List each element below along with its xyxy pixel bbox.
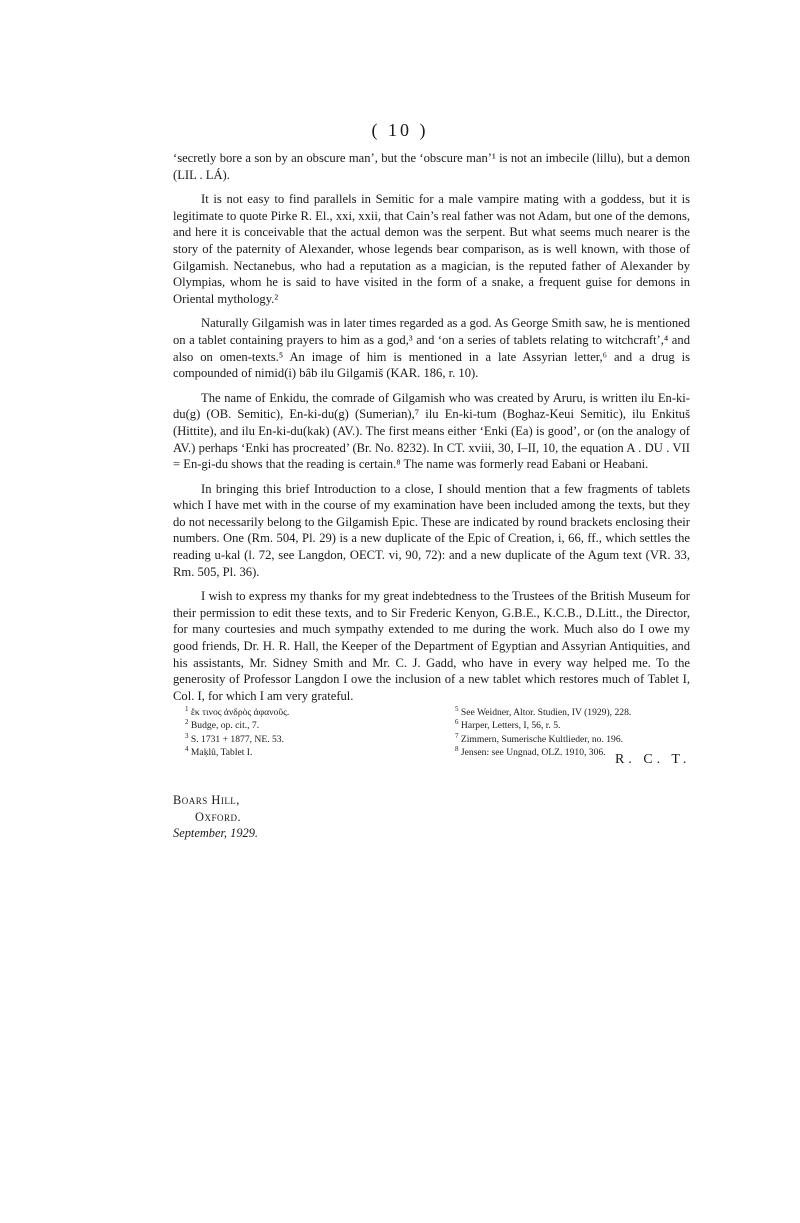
paragraph-4: The name of Enkidu, the comrade of Gilgamish who was created by Aruru, is written ilu En-ki-du(g) (OB. Semitic), En-ki-du(g) (Sumerian),⁷ ilu En-ki-tum (Boghaz-Keui Semitic), ilu Enkituš (Hittite), and ilu En-ki-du(kak) (AV.). The first means either ‘Enki (Ea) is good’, or (on the analogy of AV.) perhaps ‘Enki has procreated’ (Br. No. 8232). In CT. xviii, 30, I–II, 10, the equation A . DU . VII = En-gi-du shows that the reading is certain.⁸ The name was formerly read Eabani or Heabani. <box>173 390 690 472</box>
footnote-2 <box>185 719 435 732</box>
footnote-number: 4 <box>185 745 189 754</box>
footnote-text: Maḳlû, Tablet I. <box>190 747 253 759</box>
footnote-text: Jensen: see Ungnad, OLZ. 1910, 306. <box>460 747 606 759</box>
footnote-number: 3 <box>185 731 189 740</box>
address-line-1: Boars Hill, <box>173 793 240 807</box>
footnote-6 <box>455 719 705 732</box>
author-address <box>173 792 258 842</box>
address-line-2: Oxford. <box>195 809 242 824</box>
footnote-text: Zimmern, Sumerische Kultlieder, no. 196. <box>460 733 624 745</box>
footnote-text: Budge, op. cit., 7. <box>190 720 260 732</box>
paragraph-6: I wish to express my thanks for my great indebtedness to the Trustees of the British Museum for their permission to edit these texts, and to Sir Frederic Kenyon, G.B.E., K.C.B., D.Litt., the Director, for many courtesies and much sympathy extended to me during the work. Much also do I owe my good friends, Dr. H. R. Hall, the Keeper of the Department of Egyptian and Assyrian Antiquities, and his assistants, Mr. Sidney Smith and Mr. C. J. Gadd, who have in every way helped me. To the generosity of Professor Langdon I owe the inclusion of a new tablet which restores much of Tablet I, Col. I, for which I am very grateful. <box>173 589 690 703</box>
footnote-text: Harper, Letters, I, 56, r. 5. <box>460 720 561 732</box>
footnote-text: See Weidner, Altor. Studien, IV (1929), 228. <box>460 707 632 718</box>
footnote-number: 5 <box>455 704 459 713</box>
address-date: September, 1929. <box>173 826 258 841</box>
page-number: ( 10 ) <box>371 120 429 140</box>
footnote-3 <box>185 733 435 746</box>
footnotes-left-column <box>185 706 435 760</box>
footnote-number: 1 <box>185 704 189 713</box>
body-text <box>173 150 690 712</box>
footnote-4 <box>185 746 435 759</box>
author-initials: R. C. T. <box>615 752 691 767</box>
footnote-number: 6 <box>455 718 459 727</box>
paragraph-1: ‘secretly bore a son by an obscure man’, but the ‘obscure man’¹ is not an imbecile (lillu), but a demon (LIL . LÁ). <box>173 151 690 182</box>
footnote-5 <box>455 706 705 719</box>
footnote-text: ἔκ τινος ἀνδρὸς ἀφανοῦς. <box>190 707 290 718</box>
footnote-1 <box>185 706 435 719</box>
footnote-number: 2 <box>185 718 189 727</box>
paragraph-2: It is not easy to find parallels in Semitic for a male vampire mating with a goddess, but it is legitimate to quote Pirke R. El., xxi, xxii, that Cain’s real father was not Adam, but one of the demons, and here it is conceivable that the actual demon was the serpent. But what seems much nearer is the story of the paternity of Alexander, whose legends bear comparison, as is well known, with those of Gilgamish. Nectanebus, who had a reputation as a magician, is the reputed father of Alexander by Olympias, whom he is said to have visited in the form of a snake, a frequent guise for demons in Oriental mythology.² <box>173 192 690 306</box>
footnote-text: S. 1731 + 1877, NE. 53. <box>190 733 284 745</box>
paragraph-3: Naturally Gilgamish was in later times regarded as a god. As George Smith saw, he is mentioned on a tablet containing prayers to him as a god,³ and ‘on a series of tablets relating to witchcraft’,⁴ and also on omen-texts.⁵ An image of him is mentioned in a late Assyrian letter,⁶ and a drug is compounded of nimid(i) bâb ilu Gilgamiš (KAR. 186, r. 10). <box>173 316 690 381</box>
paragraph-5: In bringing this brief Introduction to a close, I should mention that a few fragments of tablets which I have met with in the course of my examination have been included among the texts, but they do not necessarily belong to the Gilgamish Epic. These are indicated by round brackets enclosing their numbers. One (Rm. 504, Pl. 29) is a new duplicate of the Epic of Creation, i, 66, ff., which settles the reading u-kal (l. 72, see Langdon, OECT. vi, 90, 72): and a new duplicate of the Agum text (VR. 33, Rm. 505, Pl. 36). <box>173 481 690 579</box>
footnote-number: 8 <box>455 745 459 754</box>
footnote-7 <box>455 733 705 746</box>
footnote-number: 7 <box>455 731 459 740</box>
